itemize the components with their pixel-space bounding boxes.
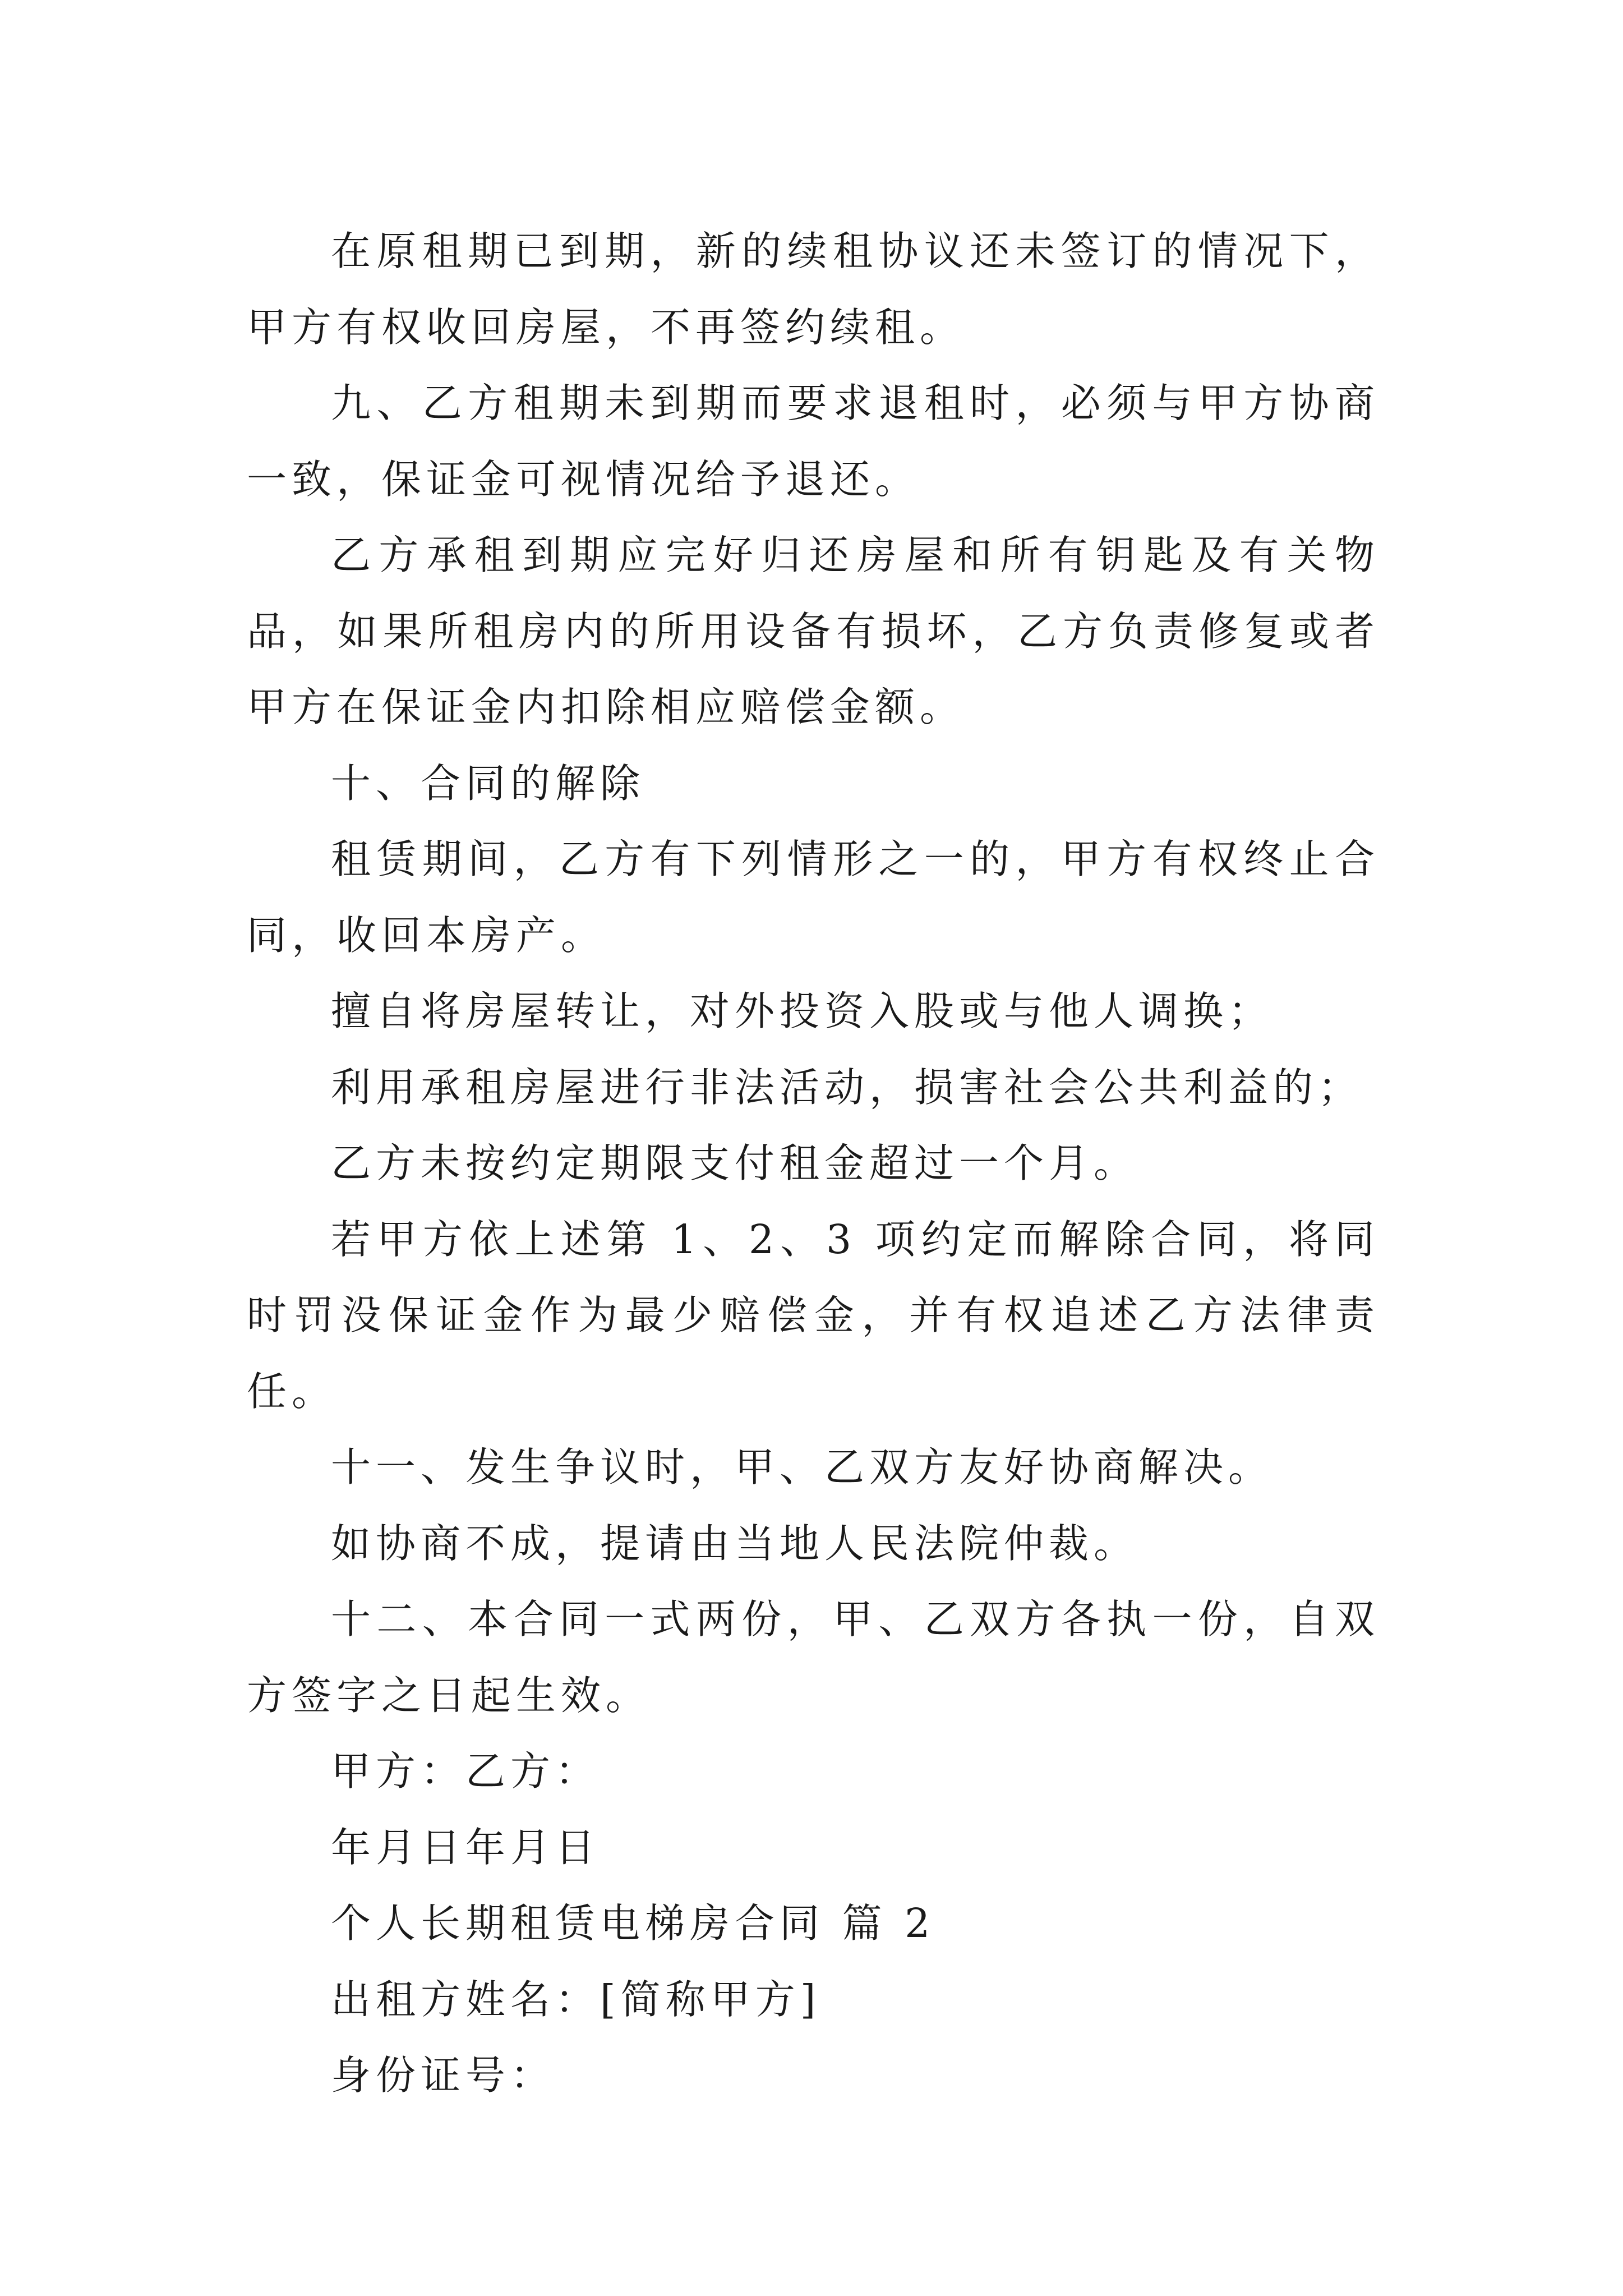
paragraph-return-property: 乙方承租到期应完好归还房屋和所有钥匙及有关物品，如果所租房内的所用设备有损坏，乙方负责修复或者甲方在保证金内扣除相应赔偿金额。 bbox=[247, 532, 1380, 730]
document-body bbox=[247, 213, 1380, 2114]
paragraph-renewal-expired: 在原租期已到期，新的续租协议还未签订的情况下，甲方有权收回房屋，不再签约续租。 bbox=[247, 228, 1380, 351]
section-title-contract-2: 个人长期租赁电梯房合同 篇 2 bbox=[331, 1900, 935, 1947]
signature-parties: 甲方：乙方： bbox=[331, 1748, 601, 1795]
list-item-illegal-use: 利用承租房屋进行非法活动，损害社会公共利益的； bbox=[331, 1064, 1363, 1111]
paragraph-deposit-forfeit: 若甲方依上述第 1、2、3 项约定而解除合同，将同时罚没保证金作为最少赔偿金，并有权追述乙方法律责任。 bbox=[247, 1216, 1380, 1415]
paragraph-arbitration: 如协商不成，提请由当地人民法院仲裁。 bbox=[331, 1520, 1139, 1567]
signature-dates: 年月日年月日 bbox=[331, 1824, 601, 1871]
field-lessor-name: 出租方姓名：[简称甲方] bbox=[331, 1976, 821, 2023]
list-item-late-rent: 乙方未按约定期限支付租金超过一个月。 bbox=[331, 1140, 1139, 1186]
paragraph-clause-9: 九、乙方租期未到期而要求退租时，必须与甲方协商一致，保证金可视情况给予退还。 bbox=[247, 380, 1380, 503]
paragraph-termination-conditions: 租赁期间，乙方有下列情形之一的，甲方有权终止合同，收回本房产。 bbox=[247, 836, 1380, 959]
field-id-number: 身份证号： bbox=[331, 2052, 556, 2099]
list-item-transfer: 擅自将房屋转让，对外投资入股或与他人调换； bbox=[331, 988, 1274, 1034]
heading-clause-10: 十、合同的解除 bbox=[331, 760, 645, 807]
paragraph-clause-11: 十一、发生争议时，甲、乙双方友好协商解决。 bbox=[331, 1444, 1274, 1490]
paragraph-clause-12: 十二、本合同一式两份，甲、乙双方各执一份，自双方签字之日起生效。 bbox=[247, 1596, 1380, 1719]
